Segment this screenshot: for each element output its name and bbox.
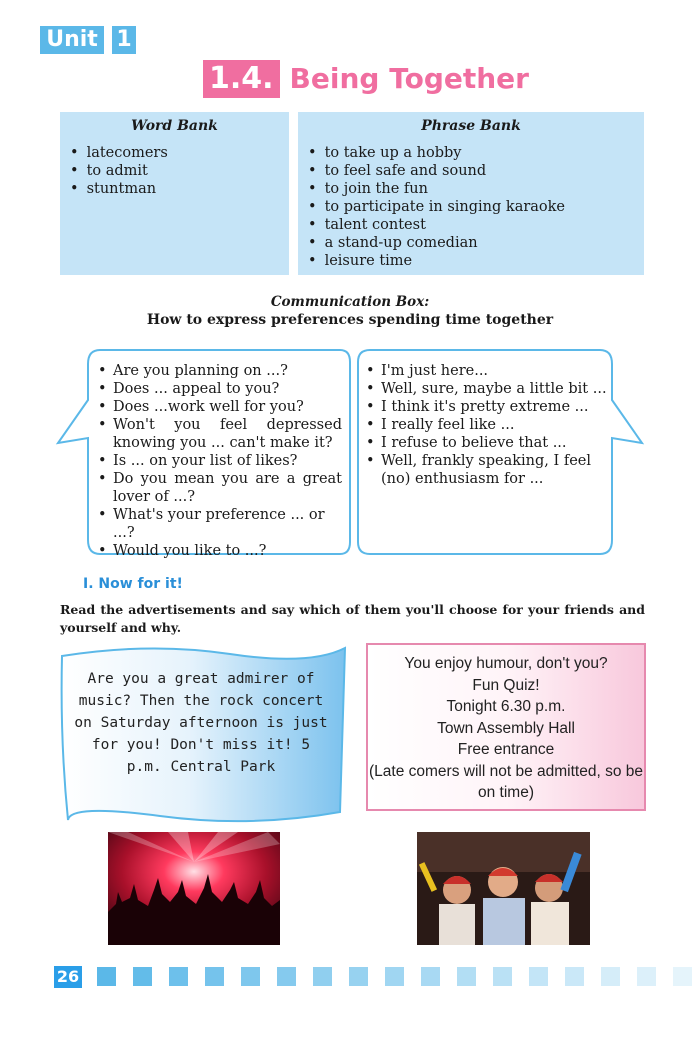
list-item: • a stand-up comedian [308, 234, 644, 252]
phrase-bank [298, 112, 644, 275]
ad-fun-quiz [366, 643, 646, 811]
footer-square [205, 967, 224, 986]
phrase-bank-title: Phrase Bank [421, 118, 521, 134]
list-item: • latecomers [70, 144, 289, 162]
footer-square [313, 967, 332, 986]
footer-square [277, 967, 296, 986]
word-bank [60, 112, 289, 275]
unit-label: Unit [40, 26, 104, 54]
list-item: • I really feel like ... [366, 416, 610, 434]
footer-square [601, 967, 620, 986]
list-item: • Does ... appeal to you? [98, 380, 342, 398]
ad-line: Town Assembly Hall [437, 719, 575, 737]
footer-square [349, 967, 368, 986]
concert-crowd-image [108, 832, 280, 945]
concert-photo [108, 832, 280, 945]
footer-square [133, 967, 152, 986]
footer-square [457, 967, 476, 986]
list-item: • Well, sure, maybe a little bit ... [366, 380, 610, 398]
list-item: • Would you like to ...? [98, 542, 342, 560]
footer-square [529, 967, 548, 986]
list-item: • I think it's pretty extreme ... [366, 398, 610, 416]
footer-square [673, 967, 692, 986]
footer-square [421, 967, 440, 986]
footer-square [241, 967, 260, 986]
list-item: • to feel safe and sound [308, 162, 644, 180]
communication-box-title: Communication Box: [270, 294, 430, 310]
list-item: • Does ...work well for you? [98, 398, 342, 416]
page-title: Being Together [289, 62, 529, 95]
speech-bubble-right [366, 362, 610, 488]
ad-rock-concert-text: Are you a great admirer of music? Then the rock concert on Saturday afternoon is just for you! Don't miss it! 5 p.m. Central Park [74, 671, 328, 775]
footer-square [385, 967, 404, 986]
quiz-audience-image [417, 832, 590, 945]
page-number: 26 [54, 966, 82, 988]
ad-line: (Late comers will not be admitted, so be on time) [369, 762, 643, 801]
footer-square [493, 967, 512, 986]
list-item: • Is ... on your list of likes? [98, 452, 342, 470]
list-item: • to take up a hobby [308, 144, 644, 162]
phrase-bank-list [298, 144, 644, 270]
unit-number: 1 [112, 26, 136, 54]
list-item: • Are you planning on ...? [98, 362, 342, 380]
footer-square [169, 967, 188, 986]
list-item: • What's your preference ... or ...? [98, 506, 342, 542]
lesson-header [203, 60, 529, 98]
list-item: • leisure time [308, 252, 644, 270]
list-item: • to admit [70, 162, 289, 180]
list-item: • Well, frankly speaking, I feel (no) enthusiasm for ... [366, 452, 610, 488]
list-item: • I'm just here... [366, 362, 610, 380]
list-item: • to participate in singing karaoke [308, 198, 644, 216]
list-item: • stuntman [70, 180, 289, 198]
list-item: • talent contest [308, 216, 644, 234]
communication-box-subtitle: How to express preferences spending time together [146, 312, 554, 328]
task-instruction: Read the advertisements and say which of them you'll choose for your friends and yourself and why. [60, 602, 645, 635]
list-item: • Do you mean you are a great lover of ...? [98, 470, 342, 506]
speech-bubble-left [98, 362, 342, 560]
lesson-number: 1.4. [203, 60, 280, 98]
footer-square [637, 967, 656, 986]
section-heading: I. Now for it! [83, 576, 183, 592]
footer-square [97, 967, 116, 986]
quiz-audience-photo [417, 832, 590, 945]
list-item: • Won't you feel depressed knowing you ... can't make it? [98, 416, 342, 452]
word-bank-list [60, 144, 289, 198]
ad-line: Free entrance [457, 741, 555, 758]
ad-line: Tonight 6.30 p.m. [446, 698, 566, 715]
word-bank-title: Word Bank [131, 118, 218, 134]
list-item: • to join the fun [308, 180, 644, 198]
list-item: • I refuse to believe that ... [366, 434, 610, 452]
ad-line: You enjoy humour, don't you? [404, 655, 608, 672]
footer-square [565, 967, 584, 986]
ad-line: Fun Quiz! [472, 676, 540, 694]
